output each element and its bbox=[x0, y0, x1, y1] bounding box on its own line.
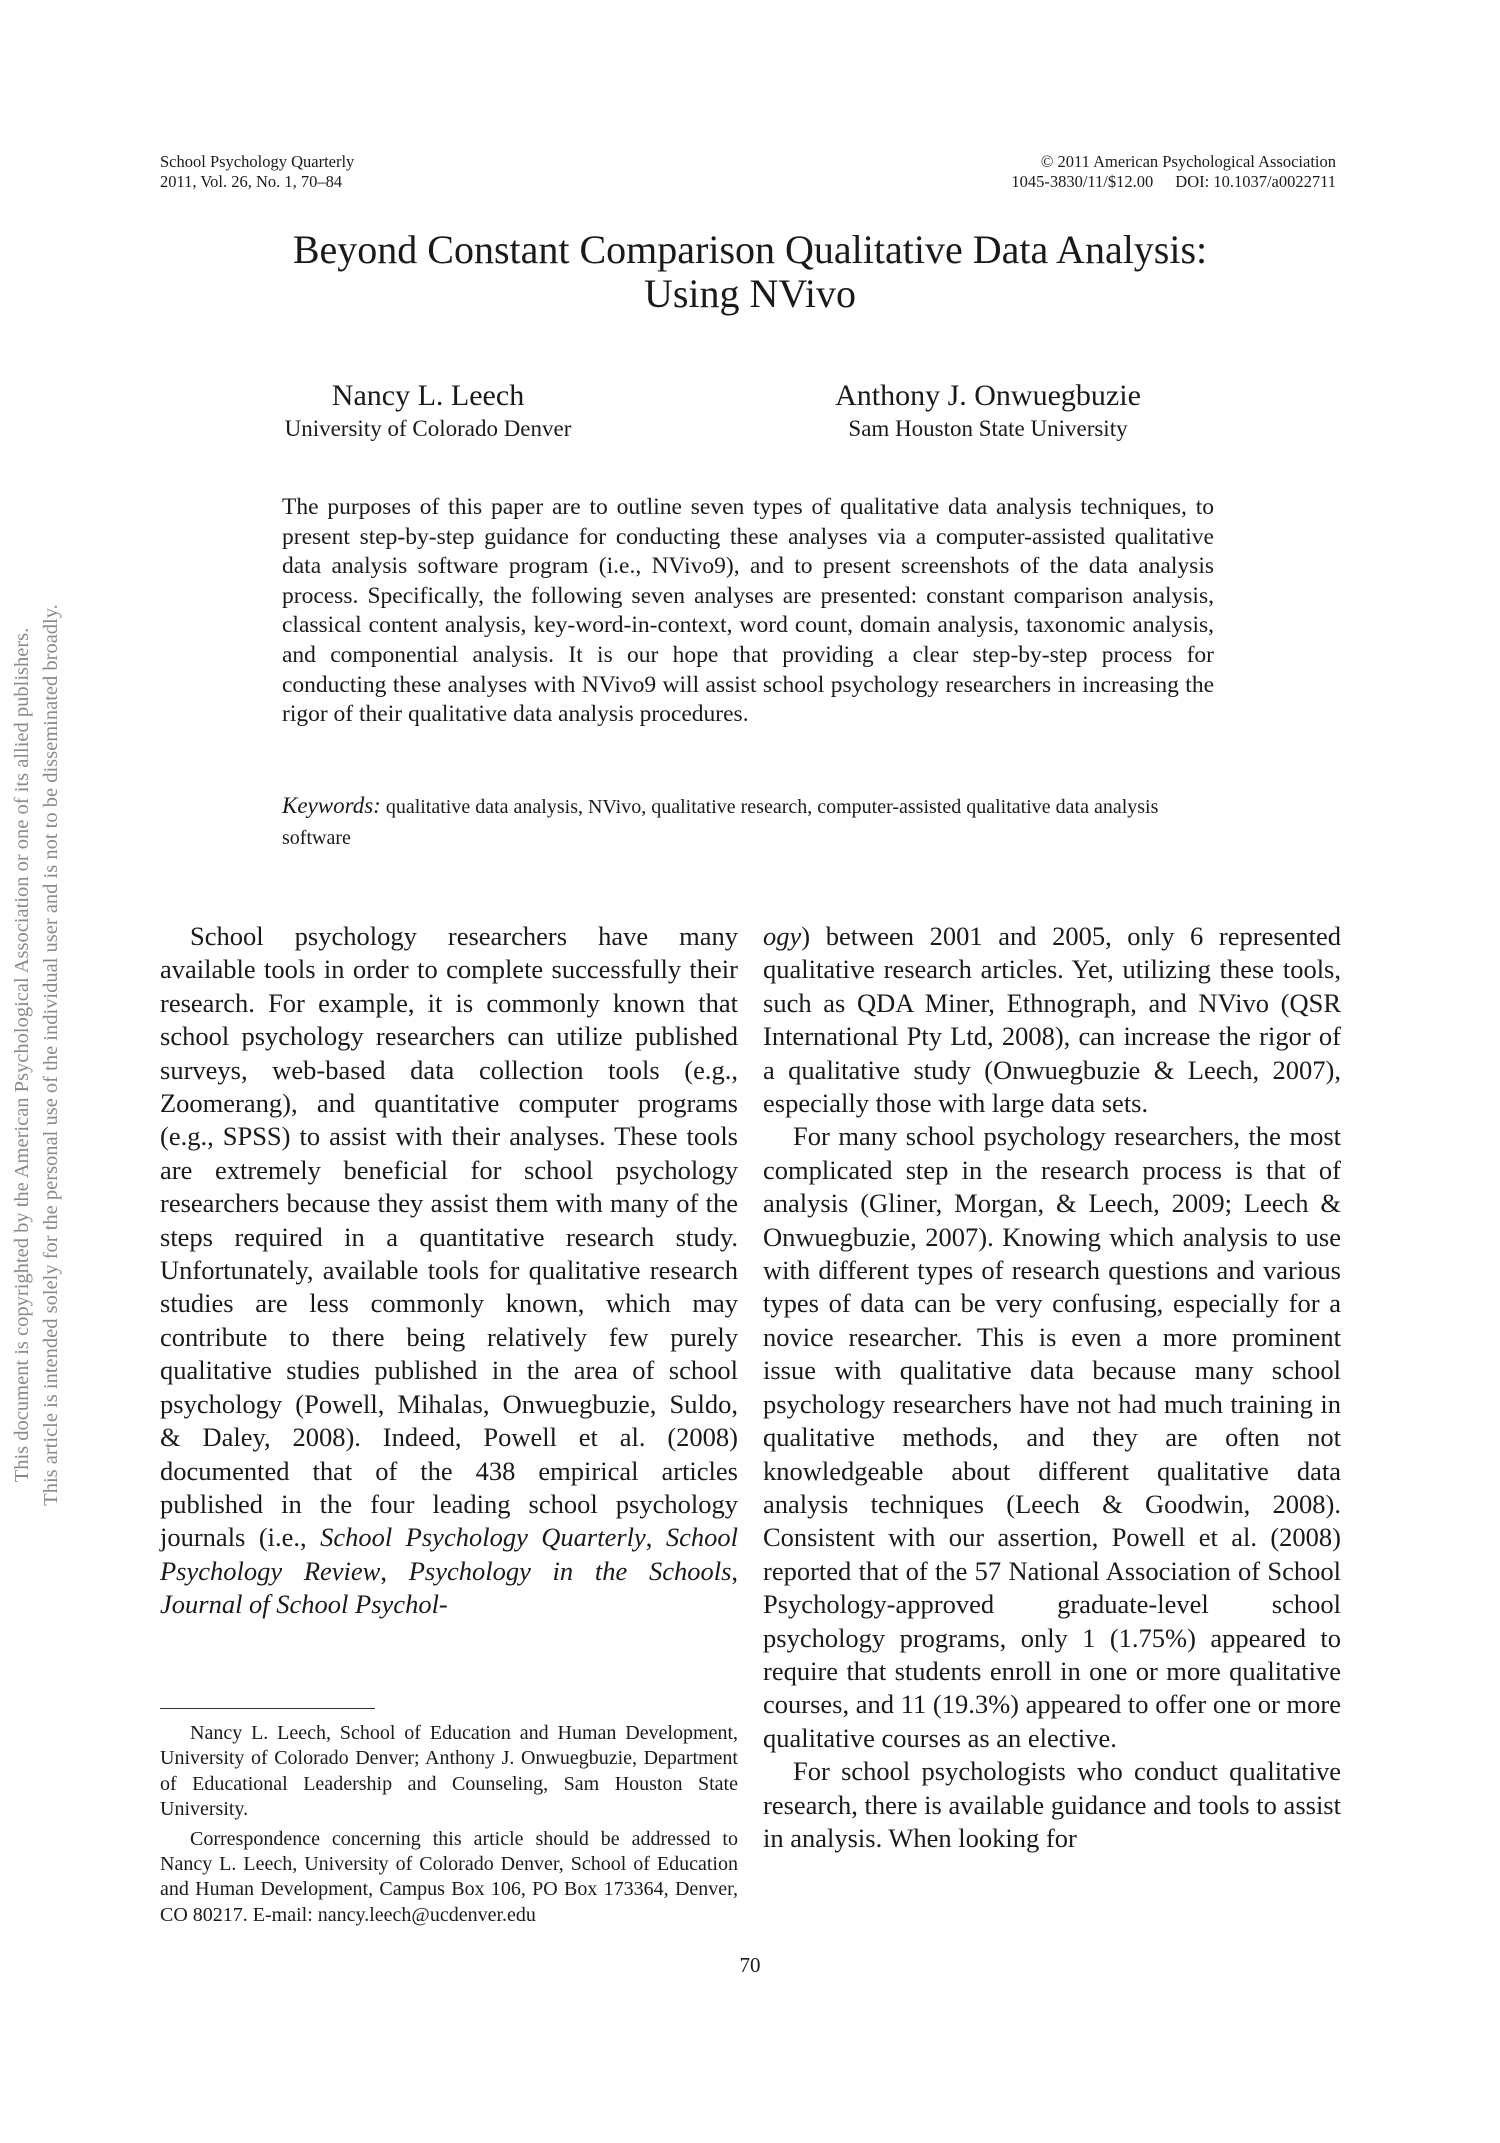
issn-doi-line bbox=[1011, 172, 1336, 192]
author-affiliation: Sam Houston State University bbox=[848, 416, 1128, 441]
author-name: Nancy L. Leech bbox=[331, 379, 525, 412]
title-line-1: Beyond Constant Comparison Qualitative Data Analysis: bbox=[292, 227, 1208, 272]
footnote-affiliations: Nancy L. Leech, School of Education and Human Development, University of Colorado Denver; Anthony J. Onwuegbuzie, Department of Educational Leadership and Counseling, Sam Houston State University. bbox=[160, 1722, 738, 1821]
journal-header-left bbox=[160, 152, 354, 192]
body-column-left bbox=[160, 920, 738, 1622]
title-line-2: Using NVivo bbox=[643, 271, 857, 316]
keywords-text: qualitative data analysis, NVivo, qualitative research, computer-assisted qualitative data analysis software bbox=[282, 796, 1159, 849]
body-column-right bbox=[763, 920, 1341, 1855]
body-paragraph: For many school psychology researchers, the most complicated step in the research process is that of analysis (Gliner, Morgan, & Leech, 2009; Leech & Onwuegbuzie, 2007). Knowing which analysis to use with different types of research questions and various types of data can be very confusing, especially for a novice researcher. This is even a more prominent issue with qualitative data because many school psychology researchers have not had much training in qualitative methods, and they are often not knowledgeable about different qualitative data analysis techniques (Leech & Goodwin, 2008). Consistent with our assertion, Powell et al. (2008) reported that of the 57 National Association of School Psychology-approved graduate-level school psychology programs, only 1 (1.75%) appeared to require that students enroll in one or more qualitative courses, and 11 (19.3%) appeared to offer one or more qualitative courses as an elective. bbox=[763, 1121, 1341, 1753]
separator: , bbox=[380, 1555, 409, 1586]
journal-title-italic: Psychology in the Schools bbox=[408, 1555, 732, 1586]
journal-title-italic: School Psychology Review bbox=[160, 1522, 738, 1586]
sidebar-line-1: This document is copyrighted by the American Psychological Association or one of its allied publishers. bbox=[11, 627, 33, 1483]
keywords bbox=[282, 790, 1214, 854]
body-paragraph bbox=[763, 920, 1341, 1120]
journal-header-right bbox=[1011, 152, 1336, 192]
copyright-sidebar bbox=[8, 520, 80, 1590]
doi: DOI: 10.1037/a0022711 bbox=[1175, 172, 1336, 191]
separator: , bbox=[731, 1555, 739, 1586]
journal-title-italic: Journal of School Psychol- bbox=[160, 1589, 448, 1620]
author-name: Anthony J. Onwuegbuzie bbox=[835, 379, 1141, 412]
body-text: ) between 2001 and 2005, only 6 represented qualitative research articles. Yet, utilizing these tools, such as QDA Miner, Ethnograph, and NVivo (QSR International Pty Ltd, 2008), can increase the rigor of a qualitative study (Onwuegbuzie & Leech, 2007), especially those with large data sets. bbox=[763, 921, 1341, 1119]
separator: , bbox=[645, 1522, 666, 1553]
footnote-rule bbox=[160, 1708, 375, 1709]
author-block-1 bbox=[218, 378, 638, 444]
footnotes bbox=[160, 1721, 738, 1932]
issn-price: 1045-3830/11/$12.00 bbox=[1011, 172, 1154, 191]
keywords-label: Keywords: bbox=[282, 793, 381, 818]
article-title bbox=[0, 228, 1500, 316]
journal-name: School Psychology Quarterly bbox=[160, 152, 355, 171]
author-block-2 bbox=[778, 378, 1198, 444]
journal-volume: 2011, Vol. 26, No. 1, 70–84 bbox=[160, 172, 343, 191]
body-text: School psychology researchers have many available tools in order to complete successfully their research. For example, it is commonly known that school psychology researchers can utilize published surveys, web-based data collection tools (e.g., Zoomerang), and quantitative computer programs (e.g., SPSS) to assist with their analyses. These tools are extremely beneficial for school psychology researchers because they assist them with many of the steps required in a quantitative research study. Unfortunately, available tools for qualitative research studies are less commonly known, which may contribute to there being relatively few purely qualitative studies published in the area of school psychology (Powell, Mihalas, Onwuegbuzie, Suldo, & Daley, 2008). Indeed, Powell et al. (2008) documented that of the 438 empirical articles published in the four leading school psychology journals (i.e., bbox=[160, 921, 738, 1553]
journal-title-italic: School Psychology Quarterly bbox=[320, 1522, 646, 1553]
footnote-correspondence: Correspondence concerning this article should be addressed to Nancy L. Leech, University of Colorado Denver, School of Education and Human Development, Campus Box 106, PO Box 173364, Denver, CO 80217. E-mail: nancy.leech@ucdenver.edu bbox=[160, 1827, 738, 1926]
page-number: 70 bbox=[739, 1953, 761, 1977]
sidebar-line-2: This article is intended solely for the personal use of the individual user and is not to be disseminated broadly. bbox=[40, 604, 62, 1506]
abstract: The purposes of this paper are to outline seven types of qualitative data analysis techniques, to present step-by-step guidance for conducting these analyses via a computer-assisted qualitative data analysis software program (i.e., NVivo9), and to present screenshots of the data analysis process. Specifically, the following seven analyses are presented: constant comparison analysis, classical content analysis, key-word-in-context, word count, domain analysis, taxonomic analysis, and componential analysis. It is our hope that providing a clear step-by-step process for conducting these analyses with NVivo9 will assist school psychology researchers in increasing the rigor of their qualitative data analysis procedures. bbox=[282, 494, 1214, 728]
author-affiliation: University of Colorado Denver bbox=[284, 416, 572, 441]
body-paragraph bbox=[160, 920, 738, 1622]
journal-title-italic: ogy bbox=[763, 921, 802, 951]
copyright-notice: © 2011 American Psychological Association bbox=[1040, 152, 1336, 171]
body-paragraph: For school psychologists who conduct qualitative research, there is available guidance and tools to assist in analysis. When looking for bbox=[763, 1756, 1341, 1853]
